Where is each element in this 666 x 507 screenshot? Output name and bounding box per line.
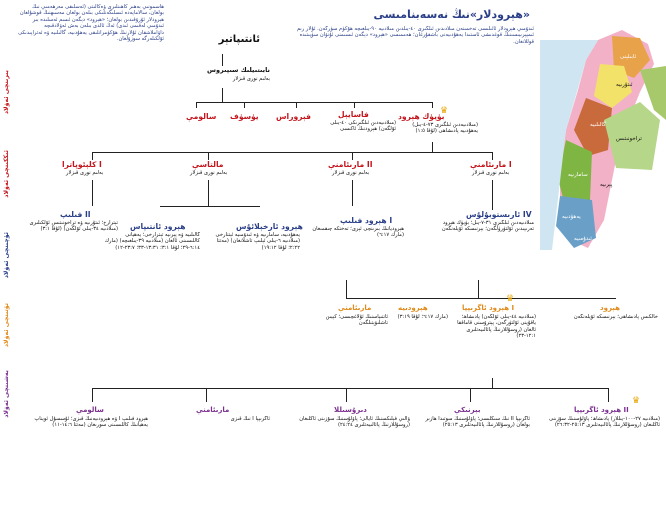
crown-icon: ♛ xyxy=(632,396,641,406)
tree-line xyxy=(492,152,493,160)
map-label-perea: پېرىيە xyxy=(600,182,613,188)
generation-4-label: تۆتىنچى ئەۋلاد xyxy=(3,303,10,348)
tree-line xyxy=(160,206,260,207)
joseph-name: يۈسۈف xyxy=(230,112,259,121)
tree-line xyxy=(222,54,223,66)
tree-line xyxy=(92,388,93,402)
intro-right-text: ئىدۇمىي ھېرودلار ئائىلىسى تەخمىنەن مىلادىدىن ئىلگىرى ٤٠-يىلدىن مىلادىيە ٩٠-يىلغىچە ھۆكۈم سۈرگەن. ئۇلار رىم ئىمپېرىيىسىنىڭ قوغدىشى ئاستىدا يەھۇدىيەنى باشقۇرغان؛ ھەممىسى «ھېرود» دېگەن ئىسىمنى ئۇنۋان سۈپىتىدە قوللانغان. xyxy=(296,26,534,45)
tree-line xyxy=(492,180,493,210)
bernice-note: ئاگرىپپا II نىڭ سىڭلىسى؛ پاۋلۇسنىڭ سوتىدا ھازىر بولغان (روسۇللارنىڭ پائالىيەتلىرى ٢٥:١٣) xyxy=(425,416,530,429)
agrippa1-note: (مىلادىيە ٤٤-يىلى ئۆلگەن) پادىشاھ؛ ياقۇپنى ئۆلتۈرگەن، پېترۇسنى قاماققا ئالغان (روسۇللارنىڭ پائالىيەتلىرى ١٢:١-٢٣) xyxy=(457,314,536,340)
tree-line xyxy=(346,388,347,402)
archelaus-name: ھېرود ئارخېلائۇس xyxy=(236,222,303,231)
generation-2-label: ئىككىنچى ئەۋلاد xyxy=(3,150,10,198)
herod-chalcis-name: ھېرود xyxy=(600,304,621,312)
philip2-name: فىلىپ II xyxy=(60,210,91,219)
tree-line xyxy=(608,388,609,402)
archelaus-note: يەھۇدىيە، سامارىيە ۋە ئىدۇمىيە ئېتنارخى (مىلادىيە ٦-يىلى ئېلىپ تاشلانغان) (مەتتا ٢:٢٢؛ لۇقا ١٩:١٢) xyxy=(215,232,300,251)
agrippa2-note: (مىلادىيە ٢٧-١٠٠-يىللار) پادىشاھ؛ پاۋلۇسنىڭ سۆزىنى ئاڭلىغان (روسۇللارنىڭ پائالىيەتلىرى ٢٥:١٣-٢٦:٣٢) xyxy=(549,416,660,429)
mariamne4-note: ئاگرىپپا I نىڭ قىزى xyxy=(230,416,270,422)
herod-chalcis-note: خالكىس پادىشاھى؛ بېرنىسكە ئۆيلەنگەن xyxy=(573,314,658,320)
mariamne4-name: مارىئامنې xyxy=(196,406,230,414)
salome-name: سالومې xyxy=(186,112,217,121)
tree-line xyxy=(352,180,353,206)
crown-icon: ♛ xyxy=(440,106,449,116)
map-label-ituraea: ئىتۇرىيە xyxy=(616,82,633,88)
tree-line xyxy=(296,102,297,108)
herodias-name: ھېرودىيە xyxy=(398,304,428,312)
tree-line xyxy=(92,152,93,160)
tree-line xyxy=(222,88,223,102)
tree-line xyxy=(432,102,433,108)
tree-line xyxy=(346,280,347,298)
tree-line xyxy=(206,388,207,402)
cypros-name: نابىتىيلىك سىپىروس xyxy=(207,66,270,74)
tree-line xyxy=(92,180,93,206)
philip1-note: ھېروديانىڭ بىرىنچى ئېرى؛ تەختكە چىقمىغان (مارك ٦:١٧) xyxy=(312,226,404,239)
map-label-trachonitis: تراخونىتىس xyxy=(616,136,642,142)
map-label-idumea: ئىدۇمىيە xyxy=(574,236,592,242)
tree-line xyxy=(92,388,608,389)
tree-line xyxy=(346,298,616,299)
aristobulus-note: مىلادىيەدىن ئىلگىرى ٣١-٧-يىل؛ بۈيۈك ھېرود تەرىپىدىن ئۆلتۈرۈلگەن؛ بېرنىسكە ئۆيلەنگەن xyxy=(441,220,534,233)
mariamne3-name: مارىئامنې xyxy=(338,304,372,312)
agrippa1-name: ھېرود ئاگرىپپا I xyxy=(462,304,515,312)
map-label-samaria: سامارىيە xyxy=(568,172,588,178)
malthace-name: مالتاسې xyxy=(192,160,224,169)
tree-line xyxy=(354,102,355,108)
crown-icon: ♛ xyxy=(506,294,515,304)
malthace-sub: بەلىم نورى قىزلار xyxy=(190,170,228,176)
tree-line xyxy=(492,378,493,388)
philip1-name: ھېرود فىلىپ I xyxy=(340,216,393,225)
salome2-name: سالومې xyxy=(76,406,104,414)
page-title: «ھېرودلار»نىڭ نەسەبنامىسى xyxy=(373,8,530,21)
map-label-abilene: ئابىلېنى xyxy=(620,54,637,60)
cleopatra-sub: بەلىم نورى قىزلار xyxy=(66,170,104,176)
bernice-name: بېرنىكې xyxy=(454,406,481,414)
mariamne2-sub: بەلىم نورى قىزلار xyxy=(332,170,370,176)
tree-line xyxy=(196,102,197,108)
mariamne2-name: مارىئامنې II xyxy=(328,160,373,169)
antipas-note: گالىلىيە ۋە پېرىيە تېترارخى؛ يەھيانى كاللىسىنى ئالغان (مىلادىيە ٣٩-يىلغىچە) (مارك ٦:١٤-٢٩؛ لۇقا ٣:١؛ ١٣:٣١-٣٣؛ ٢٣:٧-١٢) xyxy=(104,232,200,251)
tree-line xyxy=(244,102,245,108)
tree-line xyxy=(352,152,353,160)
generation-5-label: بەشىنچى ئەۋلاد xyxy=(3,370,10,418)
generation-1-label: بىرىنچى ئەۋلاد xyxy=(3,70,10,115)
mariamne1-sub: بەلىم نورى قىزلار xyxy=(472,170,510,176)
aristobulus-name: ئارىستوبۇلۇس IV xyxy=(466,210,532,219)
tree-line xyxy=(208,180,209,206)
herod-great-name: بۈيۈك ھېرود xyxy=(398,112,445,121)
salome2-note: ھېرود فىلىپ I ۋە ھېرودىيەنىڭ قىزى؛ ئۇسسۇل ئويناپ يەھيانىڭ كاللىسىنى سورىغان (مەتتا ١٤:٦-١١) xyxy=(34,416,148,429)
agrippa2-name: ھېرود ئاگرىپپا II xyxy=(574,406,629,414)
intro-left-text: ھاسمونىي بەھىر كاھىنلىرى ۋەكالىتى (ئەسلىقى مەرھەمىي نىڭ بولغان، سالاماپەدە ئىسلىگەنلىكى بىلەن بولغان مەسىھنىڭ قوشۇلغان ھېرودلار ئۇرۇقىدىن بولغان؛ «ھېرود» دېگەن ئىسم ئەسلىدە بىر ئىدۇمىي لەقىمى ئىدى) ئەڭ ئالدى بىلەن بەش ئەۋلادقىچە داۋاملاشقان ئۇلارنىڭ ھۆكۈمرانلىقى يەھۇدىيە، گالىلىيە ۋە ئەتراپىدىكى ئۆلكىلەرگە سوزۇلغان. xyxy=(18,4,164,43)
antipater-name: ئانتىپاتېر xyxy=(218,34,260,45)
tree-line xyxy=(92,152,492,153)
antipas-name: ھېرود ئانتىپاس xyxy=(130,222,186,231)
mariamne1-name: مارىئامنې I xyxy=(470,160,512,169)
pheroras-name: فېروراس xyxy=(276,112,311,121)
philip2-note: تېترارخ؛ ئىتۇرىيە ۋە تراخونىتىس ئۆلكىلىرى (مىلادىيە ٣٤-يىلى ئۆلگەن) (لۇقا ٣:١) xyxy=(29,220,118,233)
mariamne3-note: ئانتىپاسنىڭ ئۇلاغچىسى؛ كېيىن تاشلىۋېتىلگەن xyxy=(325,314,388,327)
phasael-note: (مىلادىيەدىن ئىلگىرىكى ٤٠-يىلى ئۆلگەن) ھېرودنىڭ ئاكىسى xyxy=(330,120,396,133)
cypros-sub: بەلىم نورى قىزلار xyxy=(232,76,270,82)
tree-line xyxy=(470,388,471,402)
tree-line xyxy=(208,152,209,160)
herodias-note: (مارك ٦:١٧؛ لۇقا ٣:١٩) xyxy=(397,314,448,320)
cleopatra-name: كلېئوپاترا I xyxy=(62,160,102,169)
tree-line xyxy=(432,142,433,152)
tree-line xyxy=(478,280,479,298)
tree-line xyxy=(196,102,432,103)
drusilla-note: ۋالىي فېلىكسنىڭ ئايالى؛ پاۋلۇسنىڭ سۆزىنى ئاڭلىغان (روسۇللارنىڭ پائالىيەتلىرى ٢٤:٢٤) xyxy=(299,416,410,429)
herod-great-note: (مىلادىيەدىن ئىلگىرى ٧٣-٤-يىل) يەھۇدىيە پادىشاھى (لۇقا ١:٥) xyxy=(412,122,478,135)
phasael-name: فاسايېل xyxy=(338,110,369,119)
map-label-galilee: گالىلىيە xyxy=(590,122,606,128)
map-label-judea: يەھۇدىيە xyxy=(562,214,581,220)
drusilla-name: دىرۇسىللا xyxy=(334,406,367,414)
generation-3-label: ئۈچىنچى ئەۋلاد xyxy=(3,232,10,279)
